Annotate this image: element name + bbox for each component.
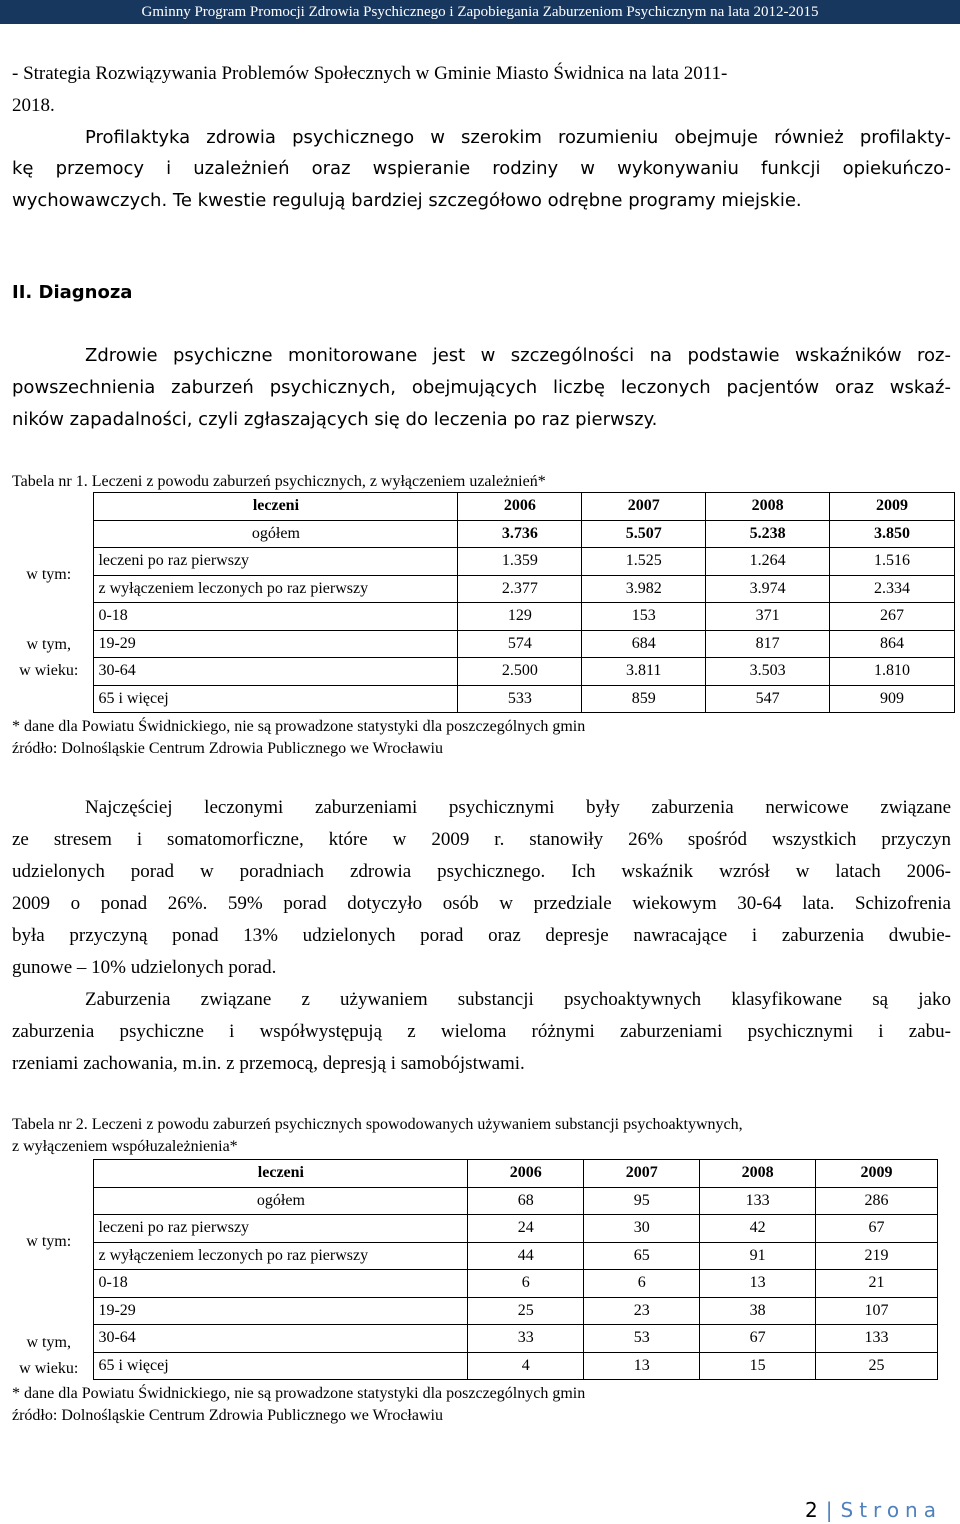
section-para-line-1: Zdrowie psychiczne monitorowane jest w szczególności na podstawie wskaźników roz- bbox=[85, 345, 951, 366]
table-cell: 91 bbox=[700, 1242, 816, 1270]
intro-para-line-2: kę przemocy i uzależnień oraz wspieranie rodziny w wykonywaniu funkcji opiekuńczo- bbox=[12, 158, 951, 179]
table-cell: 0-18 bbox=[94, 1270, 468, 1298]
table2-caption-line-1: Tabela nr 2. Leczeni z powodu zaburzeń psychicznych spowodowanych używaniem substancji psychoaktywnych, bbox=[12, 1116, 743, 1133]
table-cell: 42 bbox=[700, 1215, 816, 1243]
table1-year: 2006 bbox=[458, 493, 582, 521]
table-cell: 4 bbox=[468, 1352, 584, 1380]
table2-group2-label bbox=[4, 1270, 94, 1380]
table-cell: 133 bbox=[816, 1325, 938, 1353]
para2-line-3: udzielonych porad w poradniach zdrowia psychicznego. Ich wskaźnik wzrósł w latach 2006- bbox=[12, 861, 951, 882]
table2-source: źródło: Dolnośląskie Centrum Zdrowia Publicznego we Wrocławiu bbox=[12, 1407, 443, 1424]
table-cell: 1.359 bbox=[458, 548, 582, 576]
table-cell: 6 bbox=[584, 1270, 700, 1298]
table-cell: 0-18 bbox=[94, 603, 458, 631]
table-cell: 13 bbox=[584, 1352, 700, 1380]
table1-source: źródło: Dolnośląskie Centrum Zdrowia Publicznego we Wrocławiu bbox=[12, 740, 443, 757]
table-cell: 129 bbox=[458, 603, 582, 631]
table-cell: 5.507 bbox=[582, 520, 706, 548]
table-cell: 2.500 bbox=[458, 658, 582, 686]
table-cell: 371 bbox=[706, 603, 830, 631]
table-row bbox=[4, 603, 955, 631]
table-cell: 24 bbox=[468, 1215, 584, 1243]
table-row bbox=[4, 1215, 938, 1243]
table2-group2-label-b: w wieku: bbox=[19, 1359, 79, 1377]
table-row bbox=[4, 1325, 938, 1353]
intro-line-1: - Strategia Rozwiązywania Problemów Społecznych w Gminie Miasto Świdnica na lata 2011- bbox=[12, 63, 728, 84]
table2-group2-label-a: w tym, bbox=[26, 1333, 71, 1351]
table-cell: 817 bbox=[706, 630, 830, 658]
table-cell: 65 i więcej bbox=[94, 685, 458, 713]
table-cell: 30-64 bbox=[94, 658, 458, 686]
table1-year: 2009 bbox=[830, 493, 955, 521]
para2-line-6: gunowe – 10% udzielonych porad. bbox=[12, 957, 277, 978]
para3-line-1: Zaburzenia związane z używaniem substancji psychoaktywnych klasyfikowane są jako bbox=[85, 989, 951, 1010]
table-cell: 19-29 bbox=[94, 1297, 468, 1325]
table-cell: 547 bbox=[706, 685, 830, 713]
table-cell: 1.516 bbox=[830, 548, 955, 576]
page-header: Gminny Program Promocji Zdrowia Psychicznego i Zapobiegania Zaburzeniom Psychicznym na lata 2012-2015 bbox=[0, 0, 960, 24]
table-cell: 68 bbox=[468, 1187, 584, 1215]
table1 bbox=[4, 492, 955, 713]
para3-line-3: rzeniami zachowania, m.in. z przemocą, depresją i samobójstwami. bbox=[12, 1053, 525, 1074]
table-cell: 6 bbox=[468, 1270, 584, 1298]
table1-group2-label-a: w tym, bbox=[26, 635, 71, 653]
table-cell: 909 bbox=[830, 685, 955, 713]
table-cell: z wyłączeniem leczonych po raz pierwszy bbox=[94, 575, 458, 603]
table1-year: 2008 bbox=[706, 493, 830, 521]
table-cell: 67 bbox=[816, 1215, 938, 1243]
table-row bbox=[4, 520, 955, 548]
table-row bbox=[4, 1242, 938, 1270]
table2-group1-label: w tym: bbox=[26, 1233, 72, 1250]
table-cell: 533 bbox=[458, 685, 582, 713]
table-row bbox=[4, 630, 955, 658]
table2-year: 2006 bbox=[468, 1160, 584, 1188]
page-word: Strona bbox=[840, 1498, 942, 1522]
table-cell: 23 bbox=[584, 1297, 700, 1325]
page-footer bbox=[805, 1498, 942, 1522]
table-cell: 5.238 bbox=[706, 520, 830, 548]
table-cell: 53 bbox=[584, 1325, 700, 1353]
table-cell: 25 bbox=[816, 1352, 938, 1380]
table-row bbox=[4, 575, 955, 603]
table-cell: 65 bbox=[584, 1242, 700, 1270]
table-cell: z wyłączeniem leczonych po raz pierwszy bbox=[94, 1242, 468, 1270]
table2-note: * dane dla Powiatu Świdnickiego, nie są prowadzone statystyki dla poszczególnych gmin bbox=[12, 1385, 586, 1402]
table-cell: 15 bbox=[700, 1352, 816, 1380]
table-cell: 133 bbox=[700, 1187, 816, 1215]
page-separator: | bbox=[825, 1498, 833, 1522]
table2-year: 2009 bbox=[816, 1160, 938, 1188]
table-cell: 30 bbox=[584, 1215, 700, 1243]
table1-note: * dane dla Powiatu Świdnickiego, nie są prowadzone statystyki dla poszczególnych gmin bbox=[12, 718, 586, 735]
para2-line-2: ze stresem i somatomorficzne, które w 2009 r. stanowiły 26% spośród wszystkich przyczyn bbox=[12, 829, 951, 850]
table1-group1-label: w tym: bbox=[26, 566, 72, 583]
table-cell: 219 bbox=[816, 1242, 938, 1270]
table1-year: 2007 bbox=[582, 493, 706, 521]
table2-year: 2008 bbox=[700, 1160, 816, 1188]
intro-para-line-1: Profilaktyka zdrowia psychicznego w szerokim rozumieniu obejmuje również profilakty- bbox=[85, 127, 951, 148]
table-row bbox=[4, 658, 955, 686]
table1-header-label: leczeni bbox=[94, 493, 458, 521]
para2-line-1: Najczęściej leczonymi zaburzeniami psychicznymi były zaburzenia nerwicowe związane bbox=[85, 797, 951, 818]
para2-line-5: była przyczyną ponad 13% udzielonych porad oraz depresje nawracające i zaburzenia dwubie- bbox=[12, 925, 951, 946]
table-cell: 30-64 bbox=[94, 1325, 468, 1353]
table-cell: 574 bbox=[458, 630, 582, 658]
table-cell: 864 bbox=[830, 630, 955, 658]
section-para-line-2: powszechnienia zaburzeń psychicznych, obejmujących liczbę leczonych pacjentów oraz wskaź- bbox=[12, 377, 951, 398]
table-cell: 2.377 bbox=[458, 575, 582, 603]
para3-line-2: zaburzenia psychiczne i współwystępują z wieloma różnymi zaburzeniami psychicznymi i zabu- bbox=[12, 1021, 951, 1042]
table-cell: 25 bbox=[468, 1297, 584, 1325]
table-cell: 65 i więcej bbox=[94, 1352, 468, 1380]
table1-total-label: ogółem bbox=[94, 520, 458, 548]
table2-total-label: ogółem bbox=[94, 1187, 468, 1215]
table-cell: 286 bbox=[816, 1187, 938, 1215]
table-cell: 3.736 bbox=[458, 520, 582, 548]
section-heading: II. Diagnoza bbox=[12, 282, 133, 303]
table-cell: 3.850 bbox=[830, 520, 955, 548]
table-cell: 1.525 bbox=[582, 548, 706, 576]
table-cell: 13 bbox=[700, 1270, 816, 1298]
table-cell: 153 bbox=[582, 603, 706, 631]
table-cell: 3.811 bbox=[582, 658, 706, 686]
section-para-line-3: ników zapadalności, czyli zgłaszających się do leczenia po raz pierwszy. bbox=[12, 409, 658, 430]
table-cell: 267 bbox=[830, 603, 955, 631]
table-cell: 44 bbox=[468, 1242, 584, 1270]
table1-group2-label bbox=[4, 603, 94, 713]
table-cell: 67 bbox=[700, 1325, 816, 1353]
table-cell: 19-29 bbox=[94, 630, 458, 658]
table-row bbox=[4, 548, 955, 576]
table-cell: 859 bbox=[582, 685, 706, 713]
table-cell: 21 bbox=[816, 1270, 938, 1298]
table-cell: 1.264 bbox=[706, 548, 830, 576]
table-cell: 2.334 bbox=[830, 575, 955, 603]
table2-caption-line-2: z wyłączeniem współuzależnienia* bbox=[12, 1138, 238, 1155]
para2-line-4: 2009 o ponad 26%. 59% porad dotyczyło osób w przedziale wiekowym 30-64 lata. Schizofrenia bbox=[12, 893, 951, 914]
table2 bbox=[4, 1159, 938, 1380]
table1-caption: Tabela nr 1. Leczeni z powodu zaburzeń psychicznych, z wyłączeniem uzależnień* bbox=[12, 473, 546, 490]
intro-para-line-3: wychowawczych. Te kwestie regulują bardziej szczegółowo odrębne programy miejskie. bbox=[12, 190, 802, 211]
table-row bbox=[4, 1160, 938, 1188]
table-cell: 1.810 bbox=[830, 658, 955, 686]
table-cell: 3.974 bbox=[706, 575, 830, 603]
table-cell: 95 bbox=[584, 1187, 700, 1215]
table-row bbox=[4, 1270, 938, 1298]
table-cell: leczeni po raz pierwszy bbox=[94, 1215, 468, 1243]
table-cell: 3.503 bbox=[706, 658, 830, 686]
table-cell: 3.982 bbox=[582, 575, 706, 603]
table1-group2-label-b: w wieku: bbox=[19, 661, 79, 679]
table2-year: 2007 bbox=[584, 1160, 700, 1188]
table2-header-label: leczeni bbox=[94, 1160, 468, 1188]
table-cell: leczeni po raz pierwszy bbox=[94, 548, 458, 576]
table-row bbox=[4, 493, 955, 521]
table-row bbox=[4, 685, 955, 713]
table-row bbox=[4, 1187, 938, 1215]
page-number: 2 bbox=[805, 1498, 818, 1522]
table-row bbox=[4, 1297, 938, 1325]
table-cell: 107 bbox=[816, 1297, 938, 1325]
table-row bbox=[4, 1352, 938, 1380]
table-cell: 33 bbox=[468, 1325, 584, 1353]
table-cell: 684 bbox=[582, 630, 706, 658]
intro-line-2: 2018. bbox=[12, 95, 55, 116]
table-cell: 38 bbox=[700, 1297, 816, 1325]
